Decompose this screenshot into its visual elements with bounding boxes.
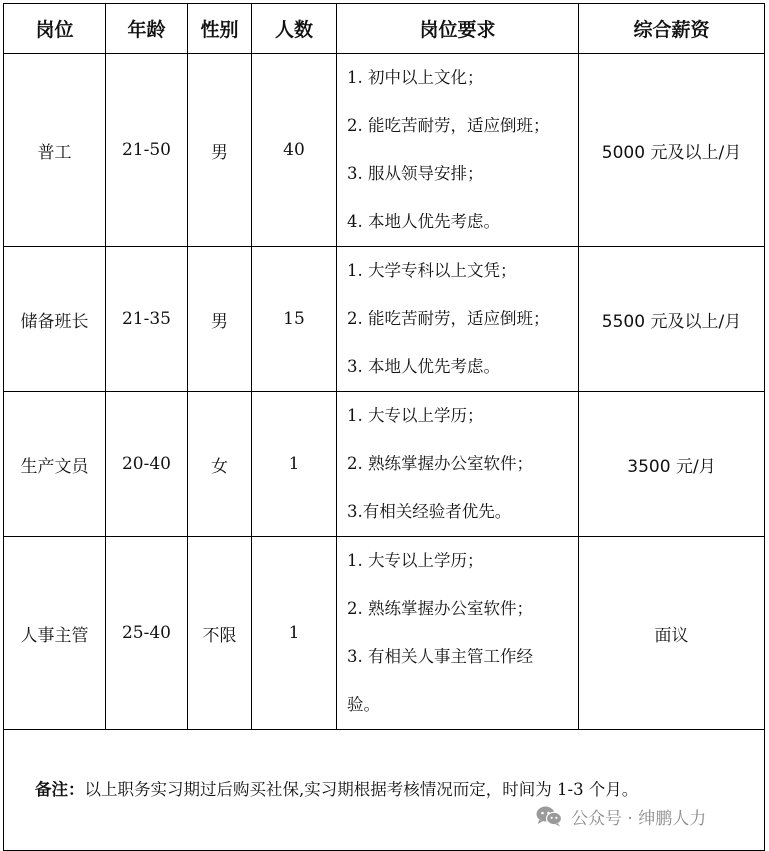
requirement-line: 3. 有相关人事主管工作经 xyxy=(347,647,533,666)
table-header-row xyxy=(4,4,765,54)
table-row xyxy=(4,392,765,537)
requirements-cell xyxy=(337,54,579,247)
requirement-line: 2. 熟练掌握办公室软件； xyxy=(347,454,533,473)
note xyxy=(4,730,764,800)
header-requirements: 岗位要求 xyxy=(337,4,579,54)
table-row xyxy=(4,54,765,247)
watermark-text: 公众号 · 绅鹏人力 xyxy=(571,808,707,829)
header-gender: 性别 xyxy=(188,4,252,54)
position-cell: 普工 xyxy=(4,54,106,247)
requirement-line: 1. 大学专科以上文凭； xyxy=(347,261,517,280)
requirement-line: 1. 初中以上文化； xyxy=(347,68,484,87)
age-cell: 25-40 xyxy=(106,537,188,730)
gender-cell: 男 xyxy=(188,54,252,247)
wechat-icon xyxy=(535,805,563,827)
header-position: 岗位 xyxy=(4,4,106,54)
note-label: 备注： xyxy=(35,780,85,799)
count-cell: 15 xyxy=(252,247,337,392)
age-cell: 21-35 xyxy=(106,247,188,392)
requirements-cell xyxy=(337,537,579,730)
note-text: 以上职务实习期过后购买社保,实习期根据考核情况而定，时间为 1-3 个月。 xyxy=(84,780,639,799)
header-age: 年龄 xyxy=(106,4,188,54)
count-cell: 1 xyxy=(252,392,337,537)
gender-cell: 男 xyxy=(188,247,252,392)
table-row xyxy=(4,537,765,730)
header-salary: 综合薪资 xyxy=(579,4,765,54)
requirement-line: 4. 本地人优先考虑。 xyxy=(347,212,500,231)
header-count: 人数 xyxy=(252,4,337,54)
requirements-cell xyxy=(337,247,579,392)
salary-cell: 5500 元及以上/月 xyxy=(579,247,765,392)
position-cell: 生产文员 xyxy=(4,392,106,537)
table-row xyxy=(4,247,765,392)
salary-cell: 5000 元及以上/月 xyxy=(579,54,765,247)
gender-cell: 女 xyxy=(188,392,252,537)
note-row xyxy=(4,730,765,851)
requirement-line: 1. 大专以上学历； xyxy=(347,551,484,570)
requirement-line: 3. 本地人优先考虑。 xyxy=(347,357,500,376)
requirement-line: 3.有相关经验者优先。 xyxy=(347,502,512,521)
age-cell: 21-50 xyxy=(106,54,188,247)
position-cell: 人事主管 xyxy=(4,537,106,730)
age-cell: 20-40 xyxy=(106,392,188,537)
gender-cell: 不限 xyxy=(188,537,252,730)
position-cell: 储备班长 xyxy=(4,247,106,392)
requirement-line: 2. 熟练掌握办公室软件； xyxy=(347,599,533,618)
salary-cell: 面议 xyxy=(579,537,765,730)
salary-cell: 3500 元/月 xyxy=(579,392,765,537)
requirement-line: 1. 大专以上学历； xyxy=(347,406,484,425)
requirement-line: 3. 服从领导安排； xyxy=(347,164,484,183)
requirements-cell xyxy=(337,392,579,537)
note-cell xyxy=(4,730,765,851)
recruitment-table xyxy=(3,3,765,851)
count-cell: 40 xyxy=(252,54,337,247)
watermark xyxy=(535,803,706,829)
requirement-line: 验。 xyxy=(347,695,380,714)
requirement-line: 2. 能吃苦耐劳，适应倒班； xyxy=(347,309,550,328)
requirement-line: 2. 能吃苦耐劳，适应倒班； xyxy=(347,116,550,135)
count-cell: 1 xyxy=(252,537,337,730)
